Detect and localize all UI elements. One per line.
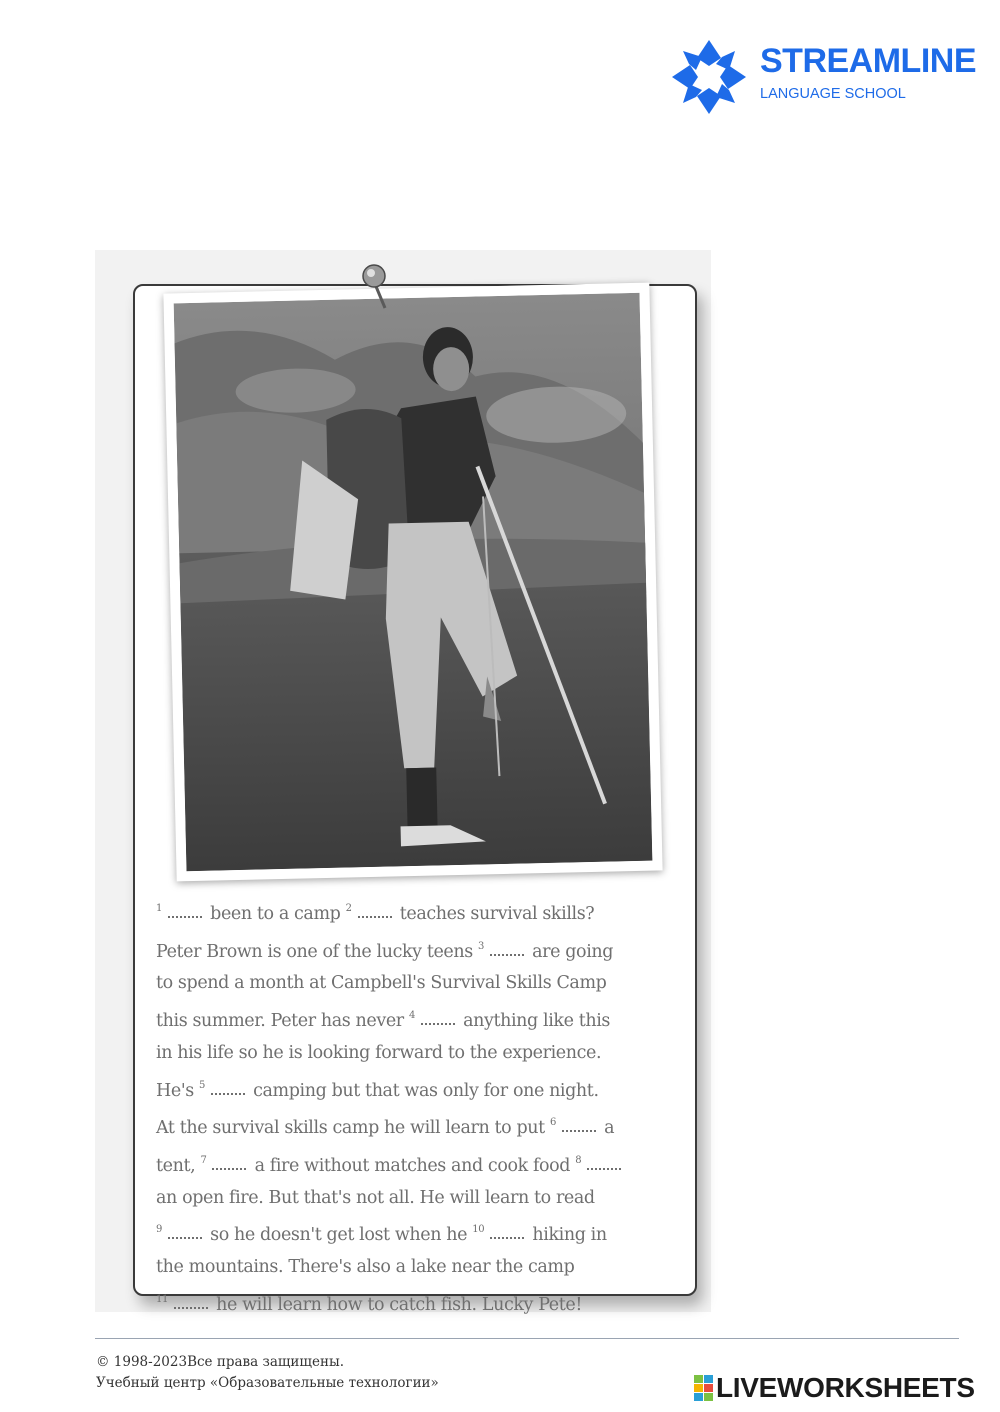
copyright-line-1: © 1998-2023Все права защищены. bbox=[96, 1354, 344, 1370]
passage-text: camping but that was only for one night. bbox=[253, 1080, 599, 1101]
passage-text: At the survival skills camp he will learn to put bbox=[156, 1118, 545, 1139]
passage-text: Peter Brown is one of the lucky teens bbox=[156, 941, 473, 962]
photo-frame bbox=[163, 283, 662, 882]
liveworksheets-wordmark: LIVEWORKSHEETS bbox=[716, 1372, 975, 1403]
gap-number: 2 bbox=[345, 903, 352, 914]
passage-text: to spend a month at Campbell's Survival Skills Camp bbox=[156, 973, 607, 994]
passage-text: the mountains. There's also a lake near the camp bbox=[156, 1257, 575, 1278]
passage-text: in his life so he is looking forward to the experience. bbox=[156, 1042, 602, 1063]
passage-text: are going bbox=[532, 941, 614, 962]
gap-blank[interactable] bbox=[211, 1093, 245, 1095]
push-pin-icon bbox=[361, 264, 397, 310]
passage-text: a bbox=[604, 1118, 615, 1139]
passage-text: this summer. Peter has never bbox=[156, 1011, 404, 1032]
hiker-photo bbox=[174, 293, 653, 871]
passage-line bbox=[156, 893, 682, 931]
gap-number: 11 bbox=[156, 1293, 168, 1305]
passage-line bbox=[156, 931, 682, 969]
gap-blank[interactable] bbox=[421, 1023, 455, 1025]
copyright-line-2: Учебный центр «Образовательные технологии» bbox=[96, 1375, 439, 1391]
gap-number: 6 bbox=[549, 1117, 556, 1129]
gap-fill-passage bbox=[156, 893, 682, 1321]
gap-number: 7 bbox=[200, 1154, 207, 1166]
gap-blank[interactable] bbox=[358, 916, 392, 918]
gap-blank[interactable] bbox=[168, 916, 202, 918]
gap-blank[interactable] bbox=[587, 1168, 621, 1170]
passage-text: an open fire. But that's not all. He will learn to read bbox=[156, 1187, 595, 1208]
gap-blank[interactable] bbox=[490, 1237, 524, 1239]
passage-line bbox=[156, 1107, 682, 1145]
passage-line bbox=[156, 1214, 682, 1252]
passage-line bbox=[156, 1000, 682, 1038]
gap-number: 1 bbox=[156, 903, 162, 914]
gap-blank[interactable] bbox=[212, 1168, 246, 1170]
gap-blank[interactable] bbox=[490, 954, 524, 956]
gap-blank[interactable] bbox=[562, 1130, 596, 1132]
passage-line bbox=[156, 1252, 682, 1284]
logo-subtitle: LANGUAGE SCHOOL bbox=[760, 86, 906, 102]
copyright bbox=[96, 1352, 439, 1394]
passage-line bbox=[156, 1145, 682, 1183]
passage-text: a fire without matches and cook food bbox=[254, 1155, 571, 1176]
logo-title: STREAMLINE bbox=[760, 42, 976, 80]
passage-line bbox=[156, 968, 682, 1000]
gap-number: 8 bbox=[575, 1154, 582, 1166]
passage-text: so he doesn't get lost when he bbox=[210, 1225, 468, 1246]
streamline-logo bbox=[672, 40, 976, 120]
passage-text: teaches survival skills? bbox=[399, 904, 595, 924]
passage-text: been to a camp bbox=[210, 904, 341, 924]
gap-blank[interactable] bbox=[168, 1237, 202, 1239]
gap-number: 9 bbox=[156, 1224, 162, 1236]
passage-text: tent, bbox=[156, 1155, 196, 1176]
passage-text: hiking in bbox=[532, 1225, 607, 1246]
passage-line bbox=[156, 1284, 682, 1322]
passage-line bbox=[156, 1183, 682, 1215]
gap-number: 10 bbox=[472, 1224, 485, 1236]
passage-text: he will learn how to catch fish. Lucky Pete! bbox=[216, 1294, 582, 1315]
passage-text: He's bbox=[156, 1080, 194, 1101]
passage-text: anything like this bbox=[463, 1011, 611, 1032]
gap-number: 3 bbox=[478, 940, 484, 952]
streamline-star-icon bbox=[672, 40, 746, 114]
liveworksheets-blocks-icon bbox=[694, 1375, 714, 1401]
passage-line bbox=[156, 1070, 682, 1108]
gap-blank[interactable] bbox=[174, 1307, 208, 1309]
footer-divider bbox=[95, 1338, 959, 1339]
gap-number: 5 bbox=[198, 1079, 205, 1091]
gap-number: 4 bbox=[408, 1010, 415, 1022]
passage-line bbox=[156, 1038, 682, 1070]
